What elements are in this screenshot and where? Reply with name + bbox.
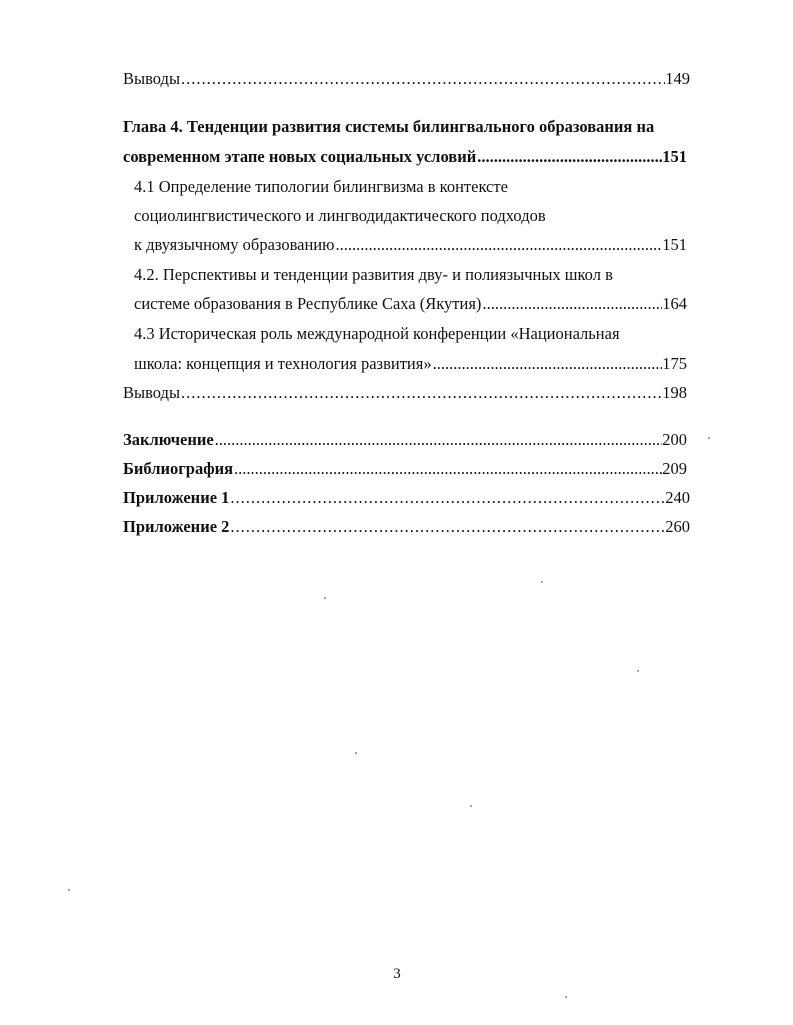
page-number: 3 bbox=[393, 966, 401, 982]
toc-section-4-2-line1: 4.2. Перспективы и тенденции развития дву- и полиязычных школ в bbox=[134, 265, 613, 284]
toc-page-number: 240 bbox=[665, 488, 690, 507]
dot-leader bbox=[334, 235, 662, 255]
dot-leader bbox=[180, 69, 665, 89]
scan-speck bbox=[324, 597, 326, 599]
dot-leader bbox=[481, 294, 662, 314]
scan-speck bbox=[565, 996, 567, 998]
toc-entry-conclusion bbox=[123, 430, 687, 452]
dot-leader bbox=[476, 147, 662, 167]
toc-section-4-1-line2: социолингвистического и лингводидактического подходов bbox=[134, 206, 546, 225]
toc-entry-title: Приложение 2 bbox=[123, 517, 230, 536]
toc-entry-title: Заключение bbox=[123, 430, 214, 449]
toc-section-4-1-entry bbox=[134, 235, 687, 257]
toc-chapter-4-entry bbox=[123, 147, 687, 169]
toc-entry-title: Приложение 1 bbox=[123, 488, 230, 507]
toc-page-number: 149 bbox=[665, 69, 690, 88]
toc-page-number: 198 bbox=[662, 383, 687, 402]
scan-speck bbox=[470, 805, 472, 807]
toc-page-number: 175 bbox=[662, 354, 687, 373]
toc-page-number: 200 bbox=[662, 430, 687, 449]
toc-section-4-3-line1: 4.3 Историческая роль международной конференции «Национальная bbox=[134, 324, 620, 343]
toc-entry-title: Выводы bbox=[123, 383, 181, 402]
scan-speck bbox=[541, 581, 543, 583]
toc-section-4-1-line1: 4.1 Определение типологии билингвизма в контексте bbox=[134, 177, 508, 196]
dot-leader bbox=[229, 488, 665, 508]
toc-entry-bibliography bbox=[123, 459, 687, 481]
toc-entry-appendix-1 bbox=[123, 488, 690, 510]
dot-leader bbox=[180, 383, 662, 403]
scan-speck bbox=[637, 670, 639, 672]
toc-page-number: 260 bbox=[665, 517, 690, 536]
toc-page-number: 164 bbox=[662, 294, 687, 313]
toc-entry-title: системе образования в Республике Саха (Якутия) bbox=[134, 294, 482, 313]
toc-entry-title: Выводы bbox=[123, 69, 181, 88]
scan-speck bbox=[355, 752, 357, 754]
toc-entry-title: к двуязычному образованию bbox=[134, 235, 335, 254]
scan-speck bbox=[708, 437, 710, 439]
toc-section-4-2-entry bbox=[134, 294, 687, 316]
dot-leader bbox=[233, 459, 662, 479]
toc-entry-appendix-2 bbox=[123, 517, 690, 539]
scan-speck bbox=[68, 889, 70, 891]
dot-leader bbox=[229, 517, 665, 537]
toc-section-4-3-entry bbox=[134, 354, 687, 376]
dot-leader bbox=[214, 430, 663, 450]
dot-leader bbox=[432, 354, 663, 374]
toc-page-number: 209 bbox=[662, 459, 687, 478]
toc-entry-conclusions-ch4 bbox=[123, 383, 687, 405]
toc-chapter-4-heading bbox=[123, 117, 693, 139]
toc-page-number: 151 bbox=[662, 147, 687, 166]
toc-chapter-title-line1: Глава 4. Тенденции развития системы билингвального образования на bbox=[123, 117, 655, 136]
toc-chapter-title-line2: современном этапе новых социальных условий bbox=[123, 147, 477, 166]
toc-entry-title: Библиография bbox=[123, 459, 234, 478]
toc-page-number: 151 bbox=[662, 235, 687, 254]
toc-entry-conclusions-ch3 bbox=[123, 69, 690, 91]
toc-entry-title: школа: концепция и технология развития» bbox=[134, 354, 432, 373]
